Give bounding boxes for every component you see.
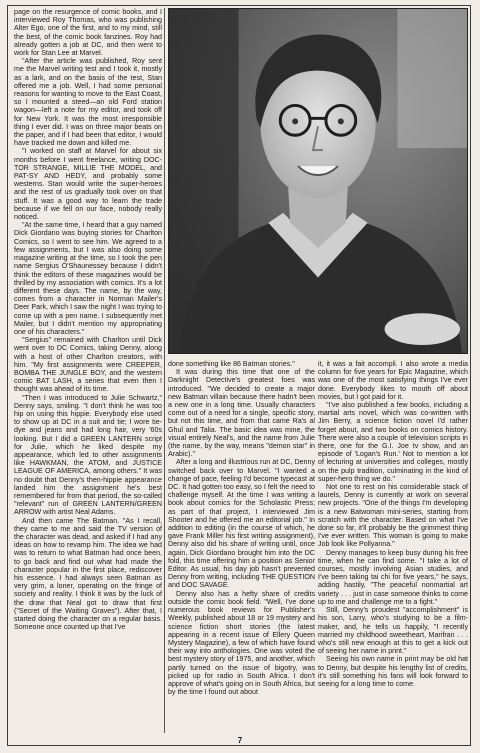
paragraph: "I worked on staff at Marvel for about six months before I went freelance, writing DOC-TOR STRANGE, MILLIE THE MODEL, and PAT-SY AND HEDY, and probably some westerns. Stan would write the super-heroes and the rest of us gradually took over on that stuff. It was a good way to learn the trade because if we fell on our face, nobody really noticed. xyxy=(14,147,162,222)
paragraph: done something like 86 Batman stories." xyxy=(168,360,295,368)
article-column-left xyxy=(14,8,162,733)
page-number: 7 xyxy=(237,736,243,745)
paragraph: Denny also has a hefty share of credits outside the comic book field. "Well, I've done numerous book reviews for Publisher's Weekly, published about 18 or 19 mystery and science fiction short stories (the latest appearing in a recent issue of Ellery Queen Mystery Magazine), a few of which have found their way into anthologies. One was voted the best mystery story of 1975, and another, which partly turned on the issue of bigotry, was picked up for radio in South Africa. I don't approve of what's going on in South Africa, but by the time I found out about xyxy=(168,589,315,697)
paragraph: Seeing his own name in print may be old hat to Denny, but despite his lengthy list of credits, it's still something his fans will look forward to seeing for a long time to come. xyxy=(318,655,468,688)
paragraph: Still, Denny's proudest "accomplishment" is his son, Larry, who's studying to be a film-maker, and, he tells us happily, "I recently married my childhood sweetheart, Marifran . . . who's still new enough at this to get a kick out of seeing her name in print." xyxy=(318,606,468,656)
paragraph: "I've also published a few books, including a martial arts novel, which was co-written with Jim Berry, a science fiction novel I'd rather forget about, and two books on comics history. There were also a couple of television scripts in there, one for the G.I. Joe tv show, and an episode of 'Logan's Run.' Not to mention a lot of lecturing at universities and colleges, mostly on the pulp tradition, culminating in the kind of super-hero thing we do." xyxy=(318,401,468,483)
portrait-photo xyxy=(168,8,468,354)
paragraph: "At the same time, I heard that a guy named Dick Giordano was buying stories for Charlton Comics, so I went to see him. We agreed to a few assignments, but I was also doing some magazine writing at the time, so I took the pen name Sergius O'Shaunessey because I didn't think the editors of these magazines would be thrilled by my association with comics. It's a lot different these days. The name, by the way, comes from a character in Norman Mailer's Deer Park, which I saw the night I was trying to come up with a pen name. I subsequently met Mailer, but I didn't mention my appropriating one of his characters." xyxy=(14,221,162,336)
portrait-illustration xyxy=(169,9,467,353)
article-column-middle xyxy=(168,360,315,733)
paragraph: It was during this time that one of the Darknight Detective's greatest foes was introduced. "We decided to create a major new Batman villain because there hadn't been a new one in a long time. Usually characters come out of a need for a single, specific story, but not this time, and from that came Ra's al Ghul and Talia. The basic idea was mine, the visual entirely Neal's, and the name from Julie (the name, by the way, means "demon star" in Arabic)." xyxy=(168,368,315,459)
paragraph: it, it was a fait accompli. I also wrote a media column for five years for Epic Magazine, which was one of the most satisfying things I've ever done. Everybody likes to mouth off about movies, but I got paid for it. xyxy=(318,360,468,401)
paragraph: Denny manages to keep busy during his free time, when he can find some. "I take a lot of courses, mostly involving Asian studies, and I've been taking tai chi for five years," he says, adding hastily, "The peaceful nonmartial art variety . . . just in case someone thinks to come up to me and challenge me to a fight." xyxy=(318,548,468,606)
column-divider xyxy=(164,8,165,733)
paragraph: Not one to rest on his considerable stack of laurels, Denny is currently at work on several new projects. "One of the things I'm developing is a new Batwoman mini-series, starting from scratch with the character. Based on what I've done so far, it'll probably be the grimmest thing I've ever written. This woman is going to make Job look like Pollyanna." xyxy=(318,483,468,549)
paragraph: "After the article was published, Roy sent me the Marvel writing test and I took it, mostly as a lark, and on the basis of the test, Stan offered me a job. Well, I had some personal reasons for wanting to move to the East Coast, so I mounted a steed—an old Ford station wagon—left a note for my editor, and took off for New York. It was the most irresponsible thing I ever did. I was on three major beats on the paper, and if I had been that editor, I would have tracked me down and killed me. xyxy=(14,57,162,148)
paragraph: "Then I was introduced to Julie Schwartz," Denny says, smiling. "I don't think he was too hip on using this hippie. Everybody else used to show up at DC in a suit and tie; I wore tie-dye and jeans and had long hair, very '60s looking. But I did a GREEN LANTERN script for Julie, which he liked despite my appearance, which led to other assignments like HAWKMAN, the ATOM, and JUSTICE LEAGUE OF AMERICA, among others." It was no doubt that Denny's then-hippie appearance landed him the assignment he's best remembered for from that period, the so-called "relevant" run of GREEN LANTERN/GREEN ARROW with artist Neal Adams. xyxy=(14,393,162,517)
article-column-right xyxy=(318,360,468,733)
paragraph: And then came The Batman. "As I recall, they came to me and said the TV version of the character was dead, and asked if I had any ideas on how to revamp him. The idea we had was to return to what Batman had once been, to go back and find out what had made the character popular in the first place, rediscover his essence. I had always seen Batman as very grim, a loner, operating on the fringe of society and reality. I think it was by the luck of the draw that Neal got to draw that first ("Secret of the Waiting Graves"). After that, I started doing the character on a regular basis. Someone once counted up that I've xyxy=(14,516,162,632)
paragraph: page on the resurgence of comic books, and I interviewed Roy Thomas, who was publishing Alter Ego, one of the first, and to my mind, still the best, of the comic book fanzines. Roy had already gotten a job at DC, and then went to work for Stan Lee at Marvel. xyxy=(14,8,162,58)
paragraph: "Sergius" remained with Charlton until Dick went over to DC Comics, taking Denny, along with a host of other Charlton creators, with him. "My first assignments were CREEPER, BOMBA THE JUNGLE BOY, and the western comic BAT LASH, a series that even then I thought was ahead of its time. xyxy=(14,336,162,394)
paragraph: After a long and illustrious run at DC, Denny switched back over to Marvel. "I wanted a change of pace, feeling I'd become typecast at DC. It had gotten too easy, so I felt the need to challenge myself. At the time I was writing a book about comics for the Scholastic Press; as part of that project, I interviewed Jim Shooter and he offered me an editorial job." In addition to editing (in the course of which, he gave Frank Miller his first writing assignment), Denny also did his share of writing until, once again, Dick Giordano brought him into the DC fold, this time offering him a position as Senior Editor. As usual, his day job hasn't prevented Denny from writing, including THE QUESTION and DOC SAVAGE. xyxy=(168,458,315,590)
